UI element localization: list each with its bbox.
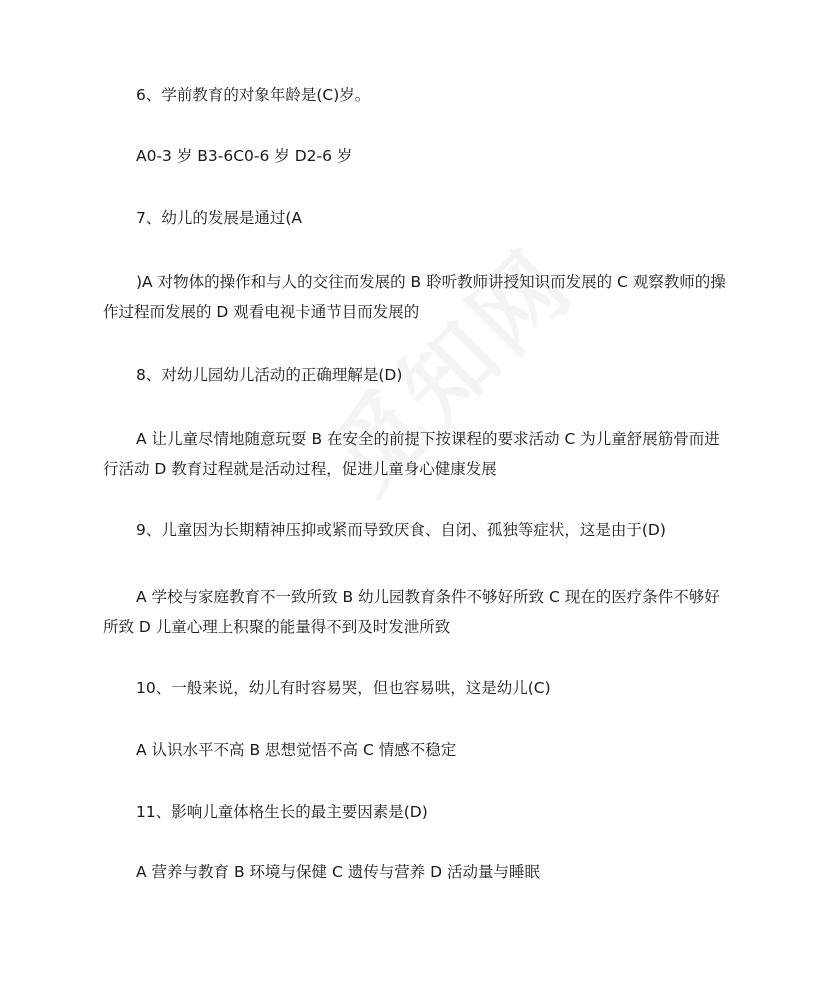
options-9	[103, 582, 731, 642]
options-8	[103, 424, 731, 484]
options-11: A 营养与教育 B 环境与保健 C 遗传与营养 D 活动量与睡眠	[136, 863, 540, 881]
question-9: 9、儿童因为长期精神压抑或紧而导致厌食、自闭、孤独等症状，这是由于(D)	[136, 521, 666, 539]
options-7	[103, 267, 731, 327]
options-6: A0-3 岁 B3-6C0-6 岁 D2-6 岁	[136, 147, 353, 165]
options-8-text: A 让儿童尽情地随意玩耍 B 在安全的前提下按课程的要求活动 C 为儿童舒展筋骨而进行活动 D 教育过程就是活动过程，促进儿童身心健康发展	[103, 430, 720, 478]
question-7: 7、幼儿的发展是通过(A	[136, 209, 303, 227]
question-11: 11、影响儿童体格生长的最主要因素是(D)	[136, 803, 428, 821]
question-10: 10、一般来说，幼儿有时容易哭，但也容易哄，这是幼儿(C)	[136, 679, 551, 697]
question-8: 8、对幼儿园幼儿活动的正确理解是(D)	[136, 366, 403, 384]
options-7-text: )A 对物体的操作和与人的交往而发展的 B 聆听教师讲授知识而发展的 C 观察教师的操作过程而发展的 D 观看电视卡通节目而发展的	[103, 273, 726, 321]
options-9-text: A 学校与家庭教育不一致所致 B 幼儿园教育条件不够好所致 C 现在的医疗条件不够好所致 D 儿童心理上积聚的能量得不到及时发泄所致	[103, 588, 720, 636]
question-6: 6、学前教育的对象年龄是(C)岁。	[136, 86, 371, 104]
options-10: A 认识水平不高 B 思想觉悟不高 C 情感不稳定	[136, 741, 457, 759]
